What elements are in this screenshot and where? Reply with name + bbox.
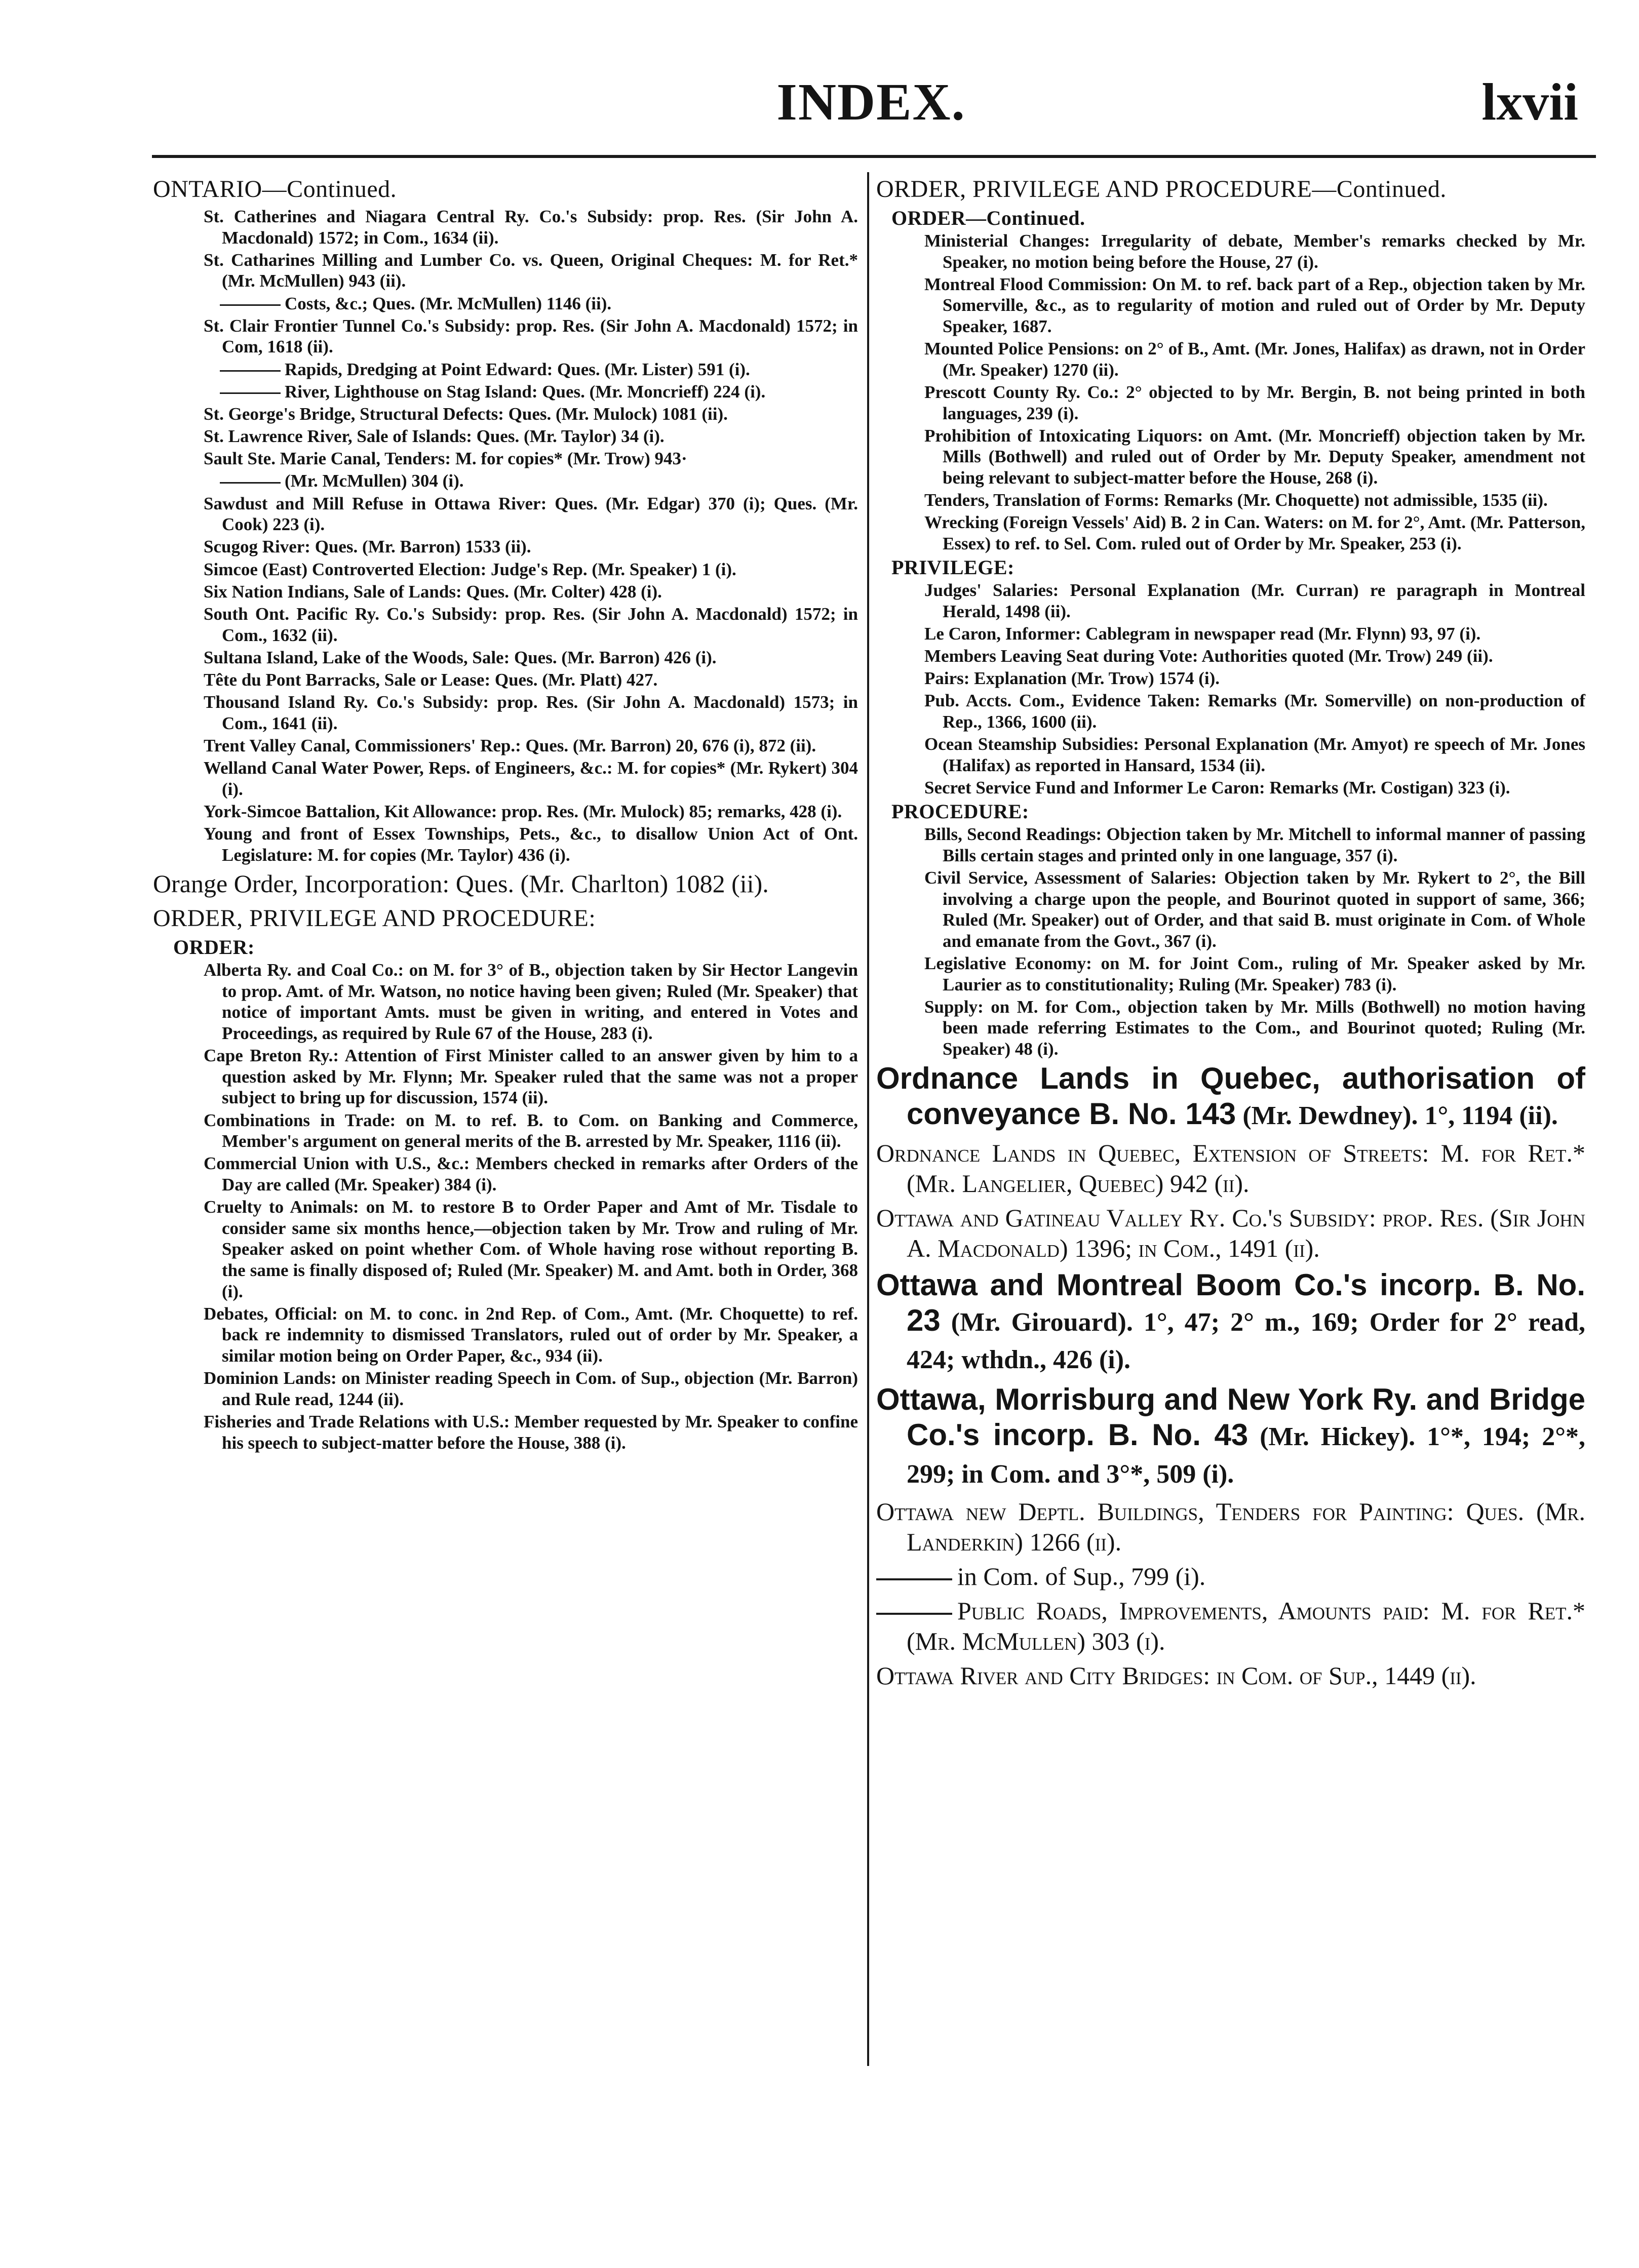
index-entry: Sawdust and Mill Refuse in Ottawa River: Ques. (Mr. Edgar) 370 (i); Ques. (Mr. Cook) 223 (i). <box>204 493 858 535</box>
ditto-dash <box>876 1613 952 1615</box>
index-entry: River, Lighthouse on Stag Island: Ques. (Mr. Moncrieff) 224 (i). <box>220 381 858 403</box>
index-entry-orange-order: Orange Order, Incorporation: Ques. (Mr. Charlton) 1082 (ii). <box>153 869 769 898</box>
index-entry: Pub. Accts. Com., Evidence Taken: Remarks (Mr. Somerville) on non-production of Rep., 1366, 1600 (ii). <box>924 691 1585 732</box>
index-entry: Pairs: Explanation (Mr. Trow) 1574 (i). <box>924 668 1220 689</box>
index-entry: Trent Valley Canal, Commissioners' Rep.: Ques. (Mr. Barron) 20, 676 (i), 872 (ii). <box>204 735 816 755</box>
index-entry-ordnance-lands-quebec: Ordnance Lands in Quebec, authorisation of conveyance B. No. 143 (Mr. Dewdney). 1°, 1194 (ii). <box>876 1061 1585 1131</box>
index-entry: St. Catharines Milling and Lumber Co. vs. Queen, Original Cheques: M. for Ret.* (Mr. McMullen) 943 (ii). <box>204 250 858 291</box>
index-entry: Members Leaving Seat during Vote: Authorities quoted (Mr. Trow) 249 (ii). <box>924 646 1493 666</box>
ditto-dash <box>220 304 281 306</box>
index-entry: York-Simcoe Battalion, Kit Allowance: prop. Res. (Mr. Mulock) 85; remarks, 428 (i). <box>204 801 842 821</box>
index-entry: Debates, Official: on M. to conc. in 2nd Rep. of Com., Amt. (Mr. Choquette) to ref. back re indemnity to dismissed Translators, ruled out of order by Mr. Speaker, a similar motion being on Order Paper, &c., 934 (ii). <box>204 1303 858 1366</box>
index-entry: Scugog River: Ques. (Mr. Barron) 1533 (ii). <box>204 537 531 557</box>
index-entry: South Ont. Pacific Ry. Co.'s Subsidy: prop. Res. (Sir John A. Macdonald) 1572; in Com., 1632 (ii). <box>204 604 858 645</box>
index-entry: Cape Breton Ry.: Attention of First Minister called to an answer given by him to a question asked by Mr. Flynn; Mr. Speaker ruled that the same was not a proper subject to bring up for discussion, 1574 (ii). <box>204 1046 858 1108</box>
subheading-order-continued: ORDER—Continued. <box>891 207 1085 229</box>
ditto-dash <box>876 1578 952 1580</box>
index-entry: St. Lawrence River, Sale of Islands: Ques. (Mr. Taylor) 34 (i). <box>204 426 665 447</box>
index-entry: Ministerial Changes: Irregularity of debate, Member's remarks checked by Mr. Speaker, no motion being before the House, 27 (i). <box>924 231 1585 272</box>
index-entry: Bills, Second Readings: Objection taken by Mr. Mitchell to informal manner of passing Bills certain stages and printed only in one language, 357 (i). <box>924 824 1585 865</box>
ditto-dash <box>220 482 281 484</box>
index-entry: Commercial Union with U.S., &c.: Members checked in remarks after Orders of the Day are called (Mr. Speaker) 384 (i). <box>204 1153 858 1195</box>
index-entry: Ordnance Lands in Quebec, Extension of Streets: M. for Ret.* (Mr. Langelier, Quebec) 942 (ii). <box>876 1139 1585 1198</box>
index-entry: Young and front of Essex Townships, Pets., &c., to disallow Union Act of Ont. Legislature: M. for copies (Mr. Taylor) 436 (i). <box>204 824 858 865</box>
index-entry: Six Nation Indians, Sale of Lands: Ques. (Mr. Colter) 428 (i). <box>204 581 662 602</box>
subheading-order: ORDER: <box>173 936 255 959</box>
index-entry: Sault Ste. Marie Canal, Tenders: M. for copies* (Mr. Trow) 943· <box>204 449 687 469</box>
index-entry: Supply: on M. for Com., objection taken by Mr. Mills (Bothwell) no motion having been made referring Estimates to the Com., and Bourinot quoted; Ruling (Mr. Speaker) 48 (i). <box>924 997 1585 1059</box>
index-entry: Thousand Island Ry. Co.'s Subsidy: prop. Res. (Sir John A. Macdonald) 1573; in Com., 1641 (ii). <box>204 692 858 733</box>
section-heading-ontario: ONTARIO—Continued. <box>153 176 397 203</box>
right-column <box>876 175 1585 1695</box>
index-entry: Welland Canal Water Power, Reps. of Engineers, &c.: M. for copies* (Mr. Rykert) 304 (i). <box>204 758 858 799</box>
section-heading-order-continued: ORDER, PRIVILEGE AND PROCEDURE—Continued. <box>876 176 1447 203</box>
index-entry: Civil Service, Assessment of Salaries: Objection taken by Mr. Rykert to 2°, the Bill involving a charge upon the people, and Bourinot quoted in support of same, 366; Ruled (Mr. Speaker) out of Order, and that said B. must originate in Com. of Whole and emanate from the Govt., 367 (i). <box>924 867 1585 951</box>
subheading-privilege: PRIVILEGE: <box>891 556 1014 579</box>
index-entry: Wrecking (Foreign Vessels' Aid) B. 2 in Can. Waters: on M. for 2°, Amt. (Mr. Patterson, Essex) to ref. to Sel. Com. ruled out of Order by Mr. Speaker, 253 (i). <box>924 512 1585 553</box>
index-entry: Ottawa and Gatineau Valley Ry. Co.'s Subsidy: prop. Res. (Sir John A. Macdonald) 1396; in Com., 1491 (ii). <box>876 1204 1585 1263</box>
index-entry: Tenders, Translation of Forms: Remarks (Mr. Choquette) not admissible, 1535 (ii). <box>924 490 1548 510</box>
index-entry: Costs, &c.; Ques. (Mr. McMullen) 1146 (ii). <box>220 293 858 314</box>
page-title: INDEX. <box>776 73 966 131</box>
index-entry: Ottawa River and City Bridges: in Com. of Sup., 1449 (ii). <box>876 1661 1476 1690</box>
index-entry: (Mr. McMullen) 304 (i). <box>220 470 858 492</box>
index-entry: Rapids, Dredging at Point Edward: Ques. (Mr. Lister) 591 (i). <box>220 359 858 380</box>
index-entry: in Com. of Sup., 799 (i). <box>876 1561 1585 1591</box>
index-entry: St. George's Bridge, Structural Defects: Ques. (Mr. Mulock) 1081 (ii). <box>204 404 728 424</box>
index-entry: Fisheries and Trade Relations with U.S.: Member requested by Mr. Speaker to confine his speech to subject-matter before the House, 388 (i). <box>204 1411 858 1453</box>
index-entry: Public Roads, Improvements, Amounts paid: M. for Ret.* (Mr. McMullen) 303 (i). <box>876 1596 1585 1656</box>
section-heading-order: ORDER, PRIVILEGE AND PROCEDURE: <box>153 905 596 932</box>
index-entry: Ottawa new Deptl. Buildings, Tenders for Painting: Ques. (Mr. Landerkin) 1266 (ii). <box>876 1497 1585 1557</box>
subheading-procedure: PROCEDURE: <box>891 800 1029 823</box>
left-column <box>153 175 858 1455</box>
index-entry: St. Catherines and Niagara Central Ry. Co.'s Subsidy: prop. Res. (Sir John A. Macdonald) 1572; in Com., 1634 (ii). <box>204 207 858 248</box>
header-rule <box>152 155 1596 158</box>
index-entry: Montreal Flood Commission: On M. to ref. back part of a Rep., objection taken by Mr. Somerville, &c., as to regularity of motion and ruled out of Order by Mr. Deputy Speaker, 1687. <box>924 274 1585 336</box>
column-divider <box>867 172 869 2066</box>
index-entry: Judges' Salaries: Personal Explanation (Mr. Curran) re paragraph in Montreal Herald, 1498 (ii). <box>924 580 1585 621</box>
ditto-dash <box>220 392 281 394</box>
index-entry-ottawa-montreal-boom: Ottawa and Montreal Boom Co.'s incorp. B. No. 23 (Mr. Girouard). 1°, 47; 2° m., 169; Order for 2° read, 424; wthdn., 426 (i). <box>876 1268 1585 1375</box>
index-entry: Secret Service Fund and Informer Le Caron: Remarks (Mr. Costigan) 323 (i). <box>924 777 1510 798</box>
index-entry: Combinations in Trade: on M. to ref. B. to Com. on Banking and Commerce, Member's argument on general merits of the B. arrested by Mr. Speaker, 1116 (ii). <box>204 1110 858 1151</box>
index-entry: Prohibition of Intoxicating Liquors: on Amt. (Mr. Moncrieff) objection taken by Mr. Mills (Bothwell) and ruled out of Order by Mr. Deputy Speaker, amendment not being relevant to subject-matter before the House, 268 (i). <box>924 425 1585 488</box>
index-entry: Legislative Economy: on M. for Joint Com., ruling of Mr. Speaker asked by Mr. Laurier as to constitutionality; Ruling (Mr. Speaker) 783 (i). <box>924 953 1585 994</box>
index-entry: St. Clair Frontier Tunnel Co.'s Subsidy: prop. Res. (Sir John A. Macdonald) 1572; in Com, 1618 (ii). <box>204 315 858 357</box>
index-entry: Dominion Lands: on Minister reading Speech in Com. of Sup., objection (Mr. Barron) and Rule read, 1244 (ii). <box>204 1368 858 1409</box>
index-entry: Cruelty to Animals: on M. to restore B to Order Paper and Amt of Mr. Tisdale to consider same six months hence,—objection taken by Mr. Trow and ruling of Mr. Speaker asked on point whether Com. of Whole having rose without reporting B. the same is finally disposed of; Ruled (Mr. Speaker) M. and Amt. both in Order, 368 (i). <box>204 1197 858 1301</box>
index-entry: Mounted Police Pensions: on 2° of B., Amt. (Mr. Jones, Halifax) as drawn, not in Order (Mr. Speaker) 1270 (ii). <box>924 339 1585 380</box>
index-entry: Tête du Pont Barracks, Sale or Lease: Ques. (Mr. Platt) 427. <box>204 669 658 690</box>
index-entry: Ocean Steamship Subsidies: Personal Explanation (Mr. Amyot) re speech of Mr. Jones (Halifax) as reported in Hansard, 1534 (ii). <box>924 734 1585 775</box>
page-number: lxvii <box>1481 73 1578 131</box>
index-entry: Alberta Ry. and Coal Co.: on M. for 3° of B., objection taken by Sir Hector Langevin to prop. Amt. of Mr. Watson, no notice having been given; Ruled (Mr. Speaker) that notice of important Amts. must be given in writing, and entered in Votes and Proceedings, as required by Rule 67 of the House, 283 (i). <box>204 960 858 1044</box>
index-entry-ottawa-morrisburg-ny: Ottawa, Morrisburg and New York Ry. and Bridge Co.'s incorp. B. No. 43 (Mr. Hickey). 1°*, 194; 2°*, 299; in Com. and 3°*, 509 (i). <box>876 1382 1585 1489</box>
index-entry: Prescott County Ry. Co.: 2° objected to by Mr. Bergin, B. not being printed in both languages, 239 (i). <box>924 382 1585 423</box>
ditto-dash <box>220 370 281 372</box>
index-entry: Sultana Island, Lake of the Woods, Sale: Ques. (Mr. Barron) 426 (i). <box>204 647 717 667</box>
index-entry: Le Caron, Informer: Cablegram in newspaper read (Mr. Flynn) 93, 97 (i). <box>924 623 1481 644</box>
index-entry: Simcoe (East) Controverted Election: Judge's Rep. (Mr. Speaker) 1 (i). <box>204 559 736 579</box>
